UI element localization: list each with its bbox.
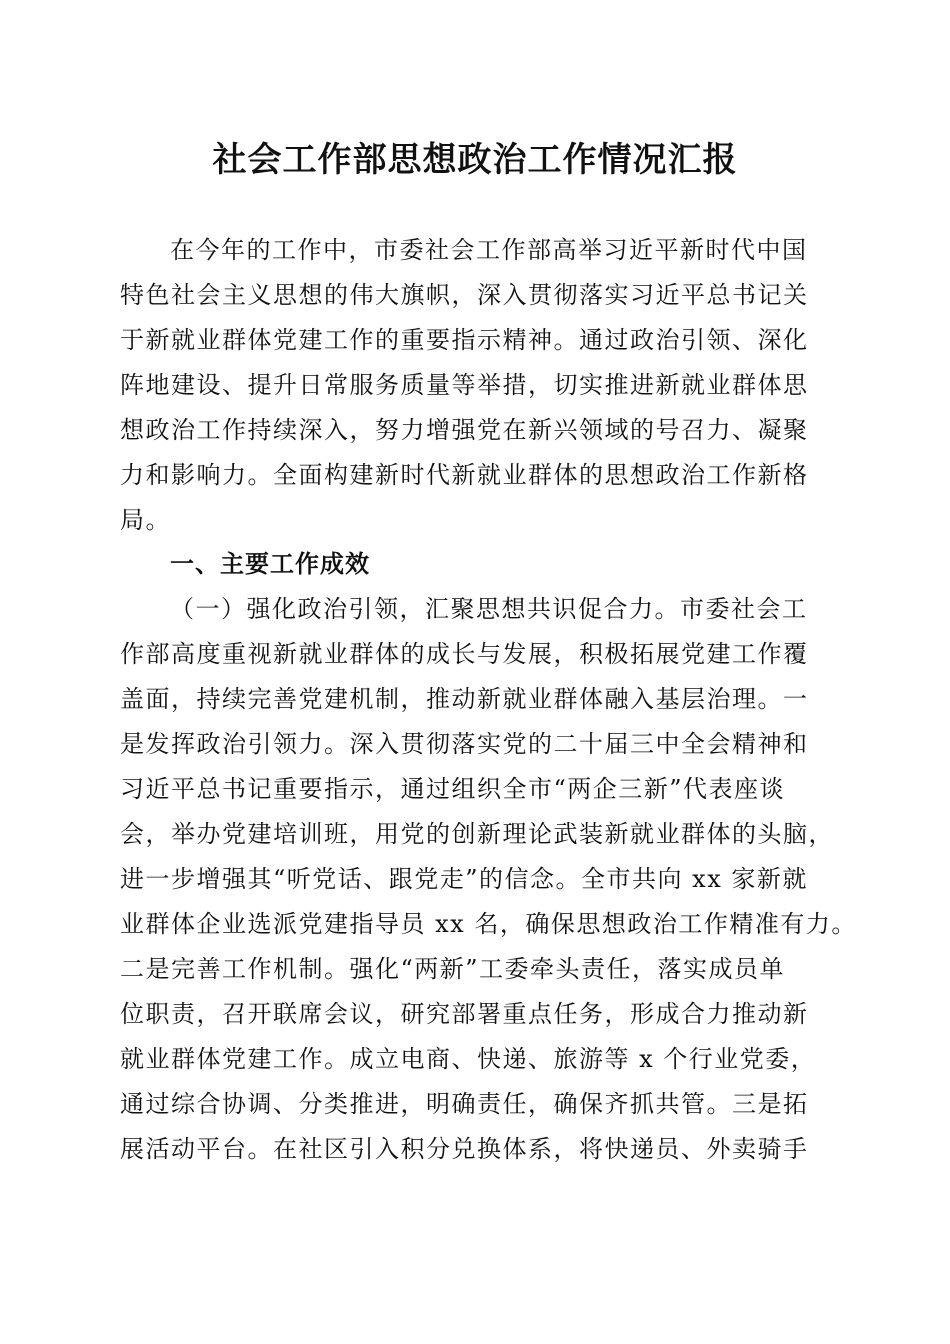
intro-line: 力和影响力。全面构建新时代新就业群体的思想政治工作新格 — [120, 461, 809, 489]
section-line: （一）强化政治引领，汇聚思想共识促合力。市委社会工 — [170, 595, 808, 623]
section-line: 二是完善工作机制。强化“两新”工委牵头责任，落实成员单 — [120, 955, 786, 983]
intro-paragraph — [120, 228, 830, 543]
section-1 — [120, 542, 857, 1172]
intro-line: 在今年的工作中，市委社会工作部高举习近平新时代中国 — [170, 236, 808, 264]
section-line: 通过综合协调、分类推进，明确责任，确保齐抓共管。三是拓 — [120, 1090, 809, 1118]
section-line: 是发挥政治引领力。深入贯彻落实党的二十届三中全会精神和 — [120, 730, 809, 758]
intro-line: 想政治工作持续深入，努力增强党在新兴领域的号召力、凝聚 — [120, 416, 809, 444]
section-line: 习近平总书记重要指示，通过组织全市“两企三新”代表座谈 — [120, 775, 786, 803]
section-line: 盖面，持续完善党建机制，推动新就业群体融入基层治理。一 — [120, 685, 809, 713]
document-title: 社会工作部思想政治工作情况汇报 — [212, 140, 738, 180]
section-heading: 一、主要工作成效 — [170, 550, 370, 578]
section-line: 展活动平台。在社区引入积分兑换体系，将快递员、外卖骑手 — [120, 1135, 809, 1163]
intro-line: 于新就业群体党建工作的重要指示精神。通过政治引领、深化 — [120, 326, 809, 354]
section-line: 就业群体党建工作。成立电商、快递、旅游等 x 个行业党委， — [120, 1045, 817, 1073]
intro-line: 阵地建设、提升日常服务质量等举措，切实推进新就业群体思 — [120, 371, 809, 399]
intro-line: 特色社会主义思想的伟大旗帜，深入贯彻落实习近平总书记关 — [120, 281, 809, 309]
intro-line: 局。 — [120, 506, 171, 534]
section-line: 进一步增强其“听党话、跟党走”的信念。全市共向 xx 家新就 — [120, 865, 808, 893]
section-line: 位职责，召开联席会议，研究部署重点任务，形成合力推动新 — [120, 1000, 809, 1028]
section-line: 业群体企业选派党建指导员 xx 名，确保思想政治工作精准有力。 — [120, 910, 857, 938]
section-line: 会，举办党建培训班，用党的创新理论武装新就业群体的头脑， — [120, 820, 834, 848]
section-line: 作部高度重视新就业群体的成长与发展，积极拓展党建工作覆 — [120, 640, 809, 668]
